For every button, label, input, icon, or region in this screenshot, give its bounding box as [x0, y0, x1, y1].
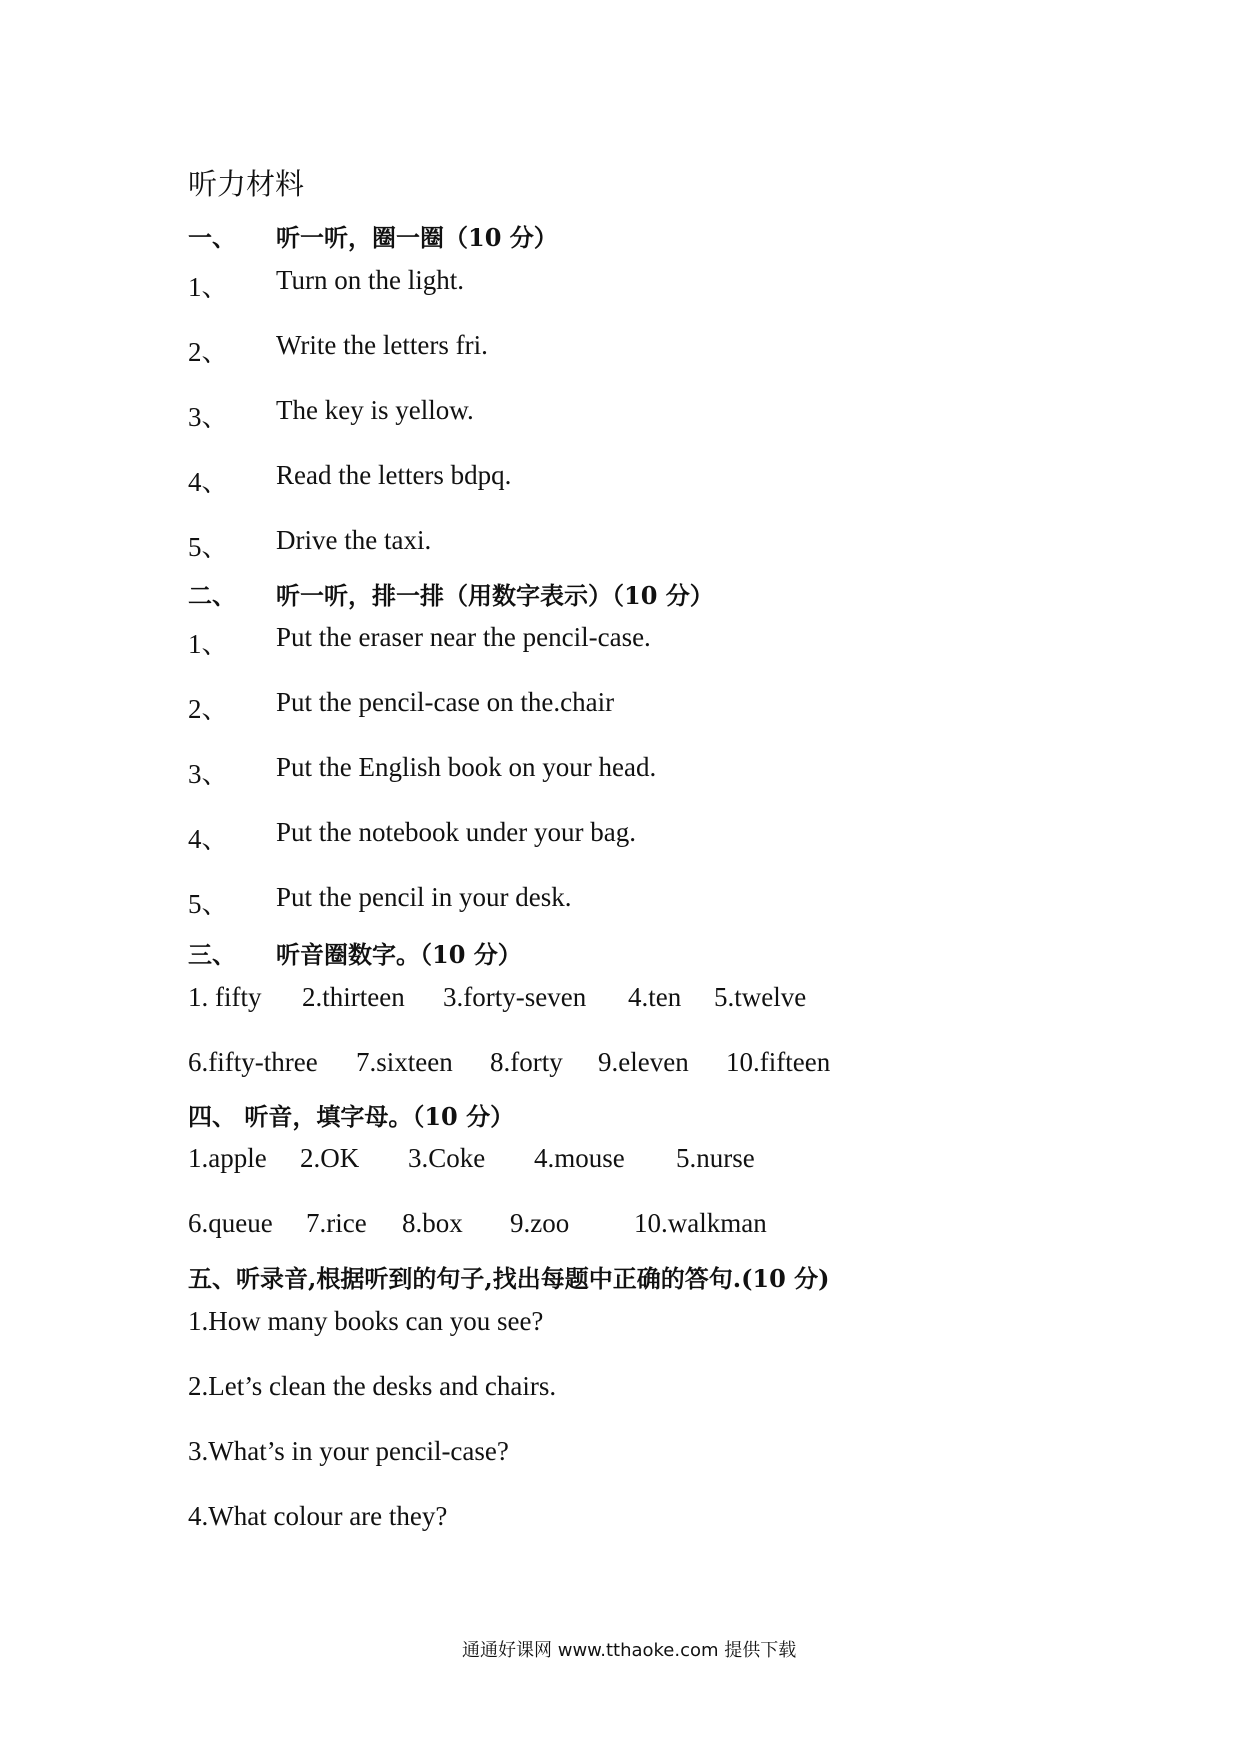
word-option: 10.walkman — [634, 1208, 767, 1238]
item-number: 3、 — [188, 759, 229, 789]
word-option: 9.zoo — [510, 1208, 570, 1238]
section-title: 四、 听音，填字母。（10 分） — [188, 1102, 515, 1131]
question-item: 2.Let’s clean the desks and chairs. — [188, 1371, 557, 1401]
word-option: 2.OK — [300, 1143, 360, 1173]
item-number: 2、 — [188, 694, 229, 724]
number-row-1 — [0, 982, 1240, 1016]
number-row-2 — [0, 1047, 1240, 1081]
item-text: Turn on the light. — [276, 265, 465, 295]
item-number: 5、 — [188, 532, 229, 562]
item-number: 1、 — [188, 272, 229, 302]
item-text: Put the notebook under your bag. — [276, 817, 636, 847]
section-title: 听音圈数字。（10 分） — [276, 940, 522, 969]
question-item: 4.What colour are they? — [188, 1501, 448, 1531]
word-option: 5.nurse — [676, 1143, 755, 1173]
number-option: 8.forty — [490, 1047, 563, 1077]
letter-row-2 — [0, 1208, 1240, 1242]
word-option: 4.mouse — [534, 1143, 625, 1173]
item-text: Drive the taxi. — [276, 525, 432, 555]
item-number: 2、 — [188, 337, 229, 367]
item-text: Write the letters fri. — [276, 330, 488, 360]
number-option: 9.eleven — [598, 1047, 689, 1077]
number-option: 1. fifty — [188, 982, 262, 1012]
section-title: 五、听录音,根据听到的句子,找出每题中正确的答句.(10 分) — [188, 1264, 830, 1293]
item-text: Put the English book on your head. — [276, 752, 657, 782]
page-footer: 通通好课网 www.tthaoke.com 提供下载 — [462, 1640, 797, 1661]
item-number: 5、 — [188, 889, 229, 919]
item-text: Put the pencil in your desk. — [276, 882, 572, 912]
item-number: 3、 — [188, 402, 229, 432]
word-option: 7.rice — [306, 1208, 367, 1238]
word-option: 1.apple — [188, 1143, 267, 1173]
page-title: 听力材料 — [188, 167, 305, 201]
number-option: 7.sixteen — [356, 1047, 453, 1077]
item-text: Read the letters bdpq. — [276, 460, 512, 490]
item-text: The key is yellow. — [276, 395, 474, 425]
letter-row-1 — [0, 1143, 1240, 1177]
word-option: 8.box — [402, 1208, 463, 1238]
section-title: 听一听，圈一圈（10 分） — [276, 223, 558, 252]
number-option: 6.fifty-three — [188, 1047, 318, 1077]
item-text: Put the pencil-case on the.chair — [276, 687, 615, 717]
number-option: 10.fifteen — [726, 1047, 831, 1077]
section-title: 听一听，排一排（用数字表示）（10 分） — [276, 581, 714, 610]
number-option: 5.twelve — [714, 982, 807, 1012]
number-option: 3.forty-seven — [443, 982, 587, 1012]
number-option: 4.ten — [628, 982, 682, 1012]
item-number: 4、 — [188, 824, 229, 854]
item-text: Put the eraser near the pencil-case. — [276, 622, 651, 652]
word-option: 6.queue — [188, 1208, 273, 1238]
question-item: 1.How many books can you see? — [188, 1306, 544, 1336]
section-number: 一、 — [188, 223, 236, 252]
section-number: 三、 — [188, 940, 236, 969]
item-number: 1、 — [188, 629, 229, 659]
section-number: 二、 — [188, 581, 236, 610]
question-item: 3.What’s in your pencil-case? — [188, 1436, 509, 1466]
word-option: 3.Coke — [408, 1143, 486, 1173]
number-option: 2.thirteen — [302, 982, 405, 1012]
item-number: 4、 — [188, 467, 229, 497]
